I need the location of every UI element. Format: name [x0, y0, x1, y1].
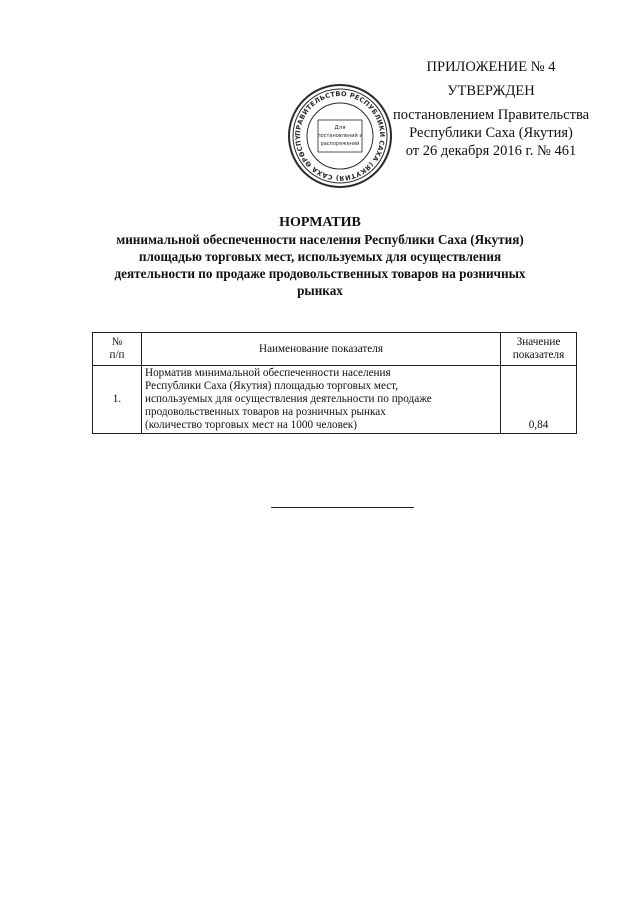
row-name-line-3: используемых для осуществления деятельности по продаже: [145, 393, 432, 405]
row-num: 1.: [93, 366, 142, 434]
header-name: Наименование показателя: [142, 333, 501, 366]
header-num-line-1: №: [111, 336, 123, 348]
decree-line-3: от 26 декабря 2016 г. № 461: [405, 143, 577, 159]
title-main: НОРМАТИВ: [279, 215, 361, 230]
table-header-row: [93, 333, 577, 366]
seal-icon: [286, 82, 394, 190]
official-seal-stamp: [286, 82, 394, 190]
seal-center-line-2: постановлений и: [317, 133, 363, 139]
end-divider: [271, 507, 414, 508]
row-value: 0,84: [501, 366, 577, 434]
annex-label: ПРИЛОЖЕНИЕ № 4: [426, 59, 556, 75]
header-num-line-2: п/п: [109, 349, 125, 361]
row-name-line-1: Норматив минимальной обеспеченности населения: [145, 367, 391, 379]
title-line-2: площадью торговых мест, используемых для осуществления: [138, 249, 502, 264]
title-line-1: минимальной обеспеченности населения Республики Саха (Якутия): [116, 232, 524, 247]
seal-center-line-1: Для: [334, 125, 346, 131]
title-line-3: деятельности по продаже продовольственных товаров на розничных: [114, 266, 526, 281]
row-name-line-2: Республики Саха (Якутия) площадью торговых мест,: [145, 380, 399, 392]
header-value-line-1: Значение: [516, 336, 561, 348]
document-title: [96, 214, 544, 299]
norm-table: [92, 332, 577, 434]
row-name-line-5: (количество торговых мест на 1000 человек): [145, 419, 357, 431]
header-num: [93, 333, 142, 366]
seal-center-line-3: распоряжений: [320, 141, 360, 147]
decree-line-2: Республики Саха (Якутия): [409, 125, 573, 141]
annex-header: [360, 58, 622, 160]
title-line-4: рынках: [297, 283, 343, 298]
header-value: [501, 333, 577, 366]
seal-outer-text: ПРАВИТЕЛЬСТВО РЕСПУБЛИКИ САХА (ЯКУТИЯ) САХА ӨРӨСПҮ: [293, 89, 387, 183]
row-name: [142, 366, 501, 434]
row-name-line-4: продовольственных товаров на розничных рынках: [145, 406, 386, 418]
header-value-line-2: показателя: [512, 349, 565, 361]
table-row: [93, 366, 577, 434]
approved-label: УТВЕРЖДЕН: [447, 83, 535, 99]
decree-line-1: постановлением Правительства: [392, 107, 590, 123]
